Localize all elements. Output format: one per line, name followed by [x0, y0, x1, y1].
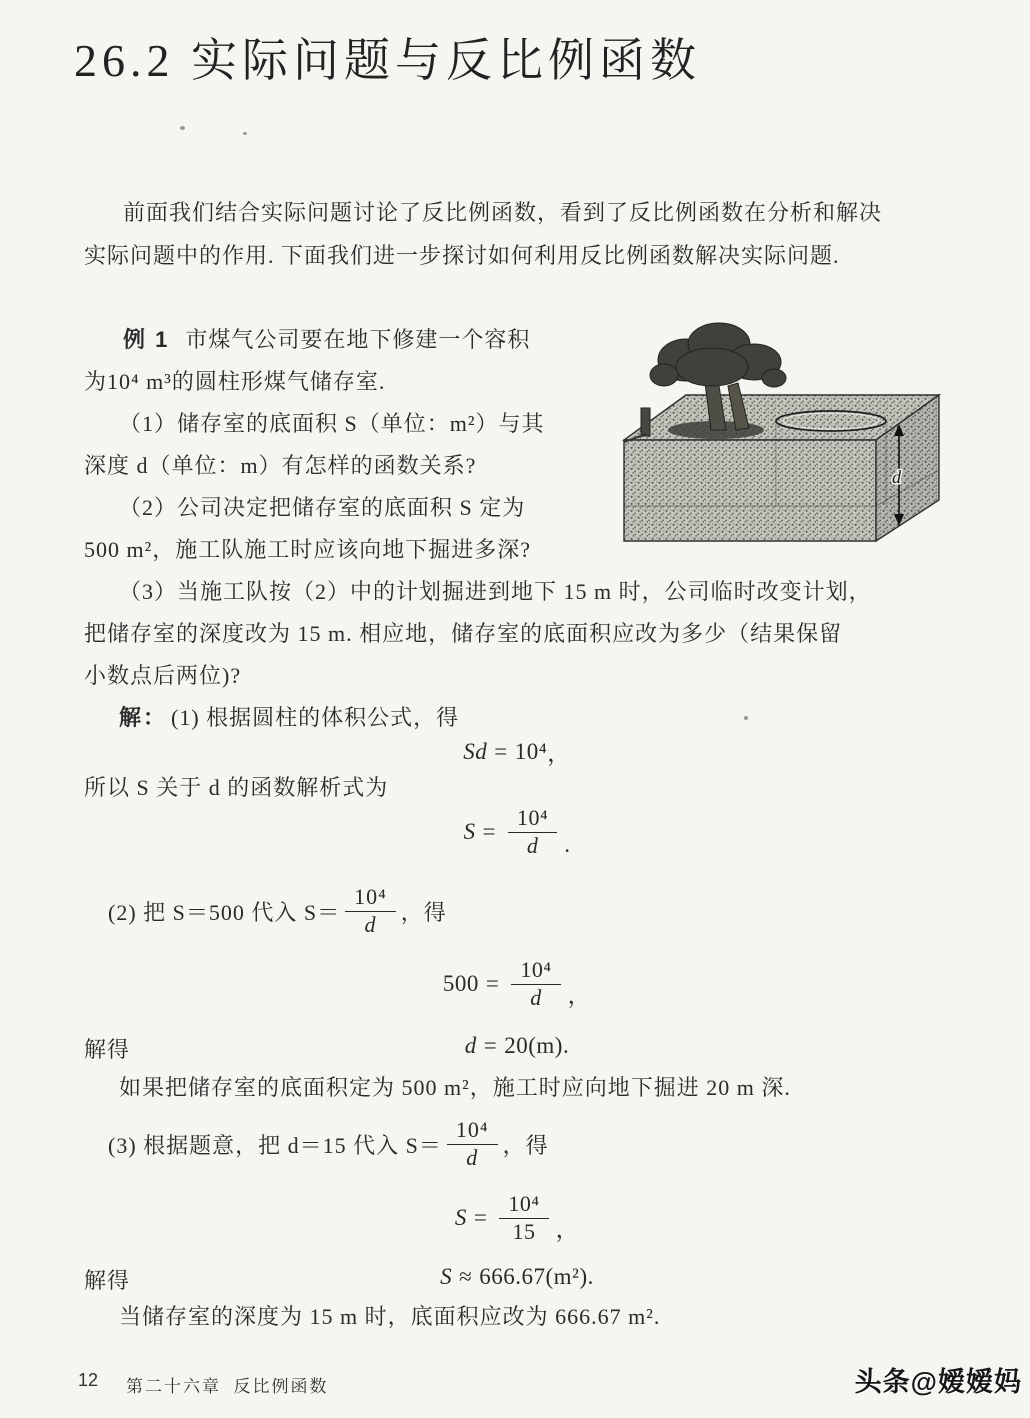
eq4-relation: =: [483, 1033, 498, 1058]
solution-step2: [108, 885, 447, 937]
example-line-7: （3）当施工队按（2）中的计划掘进到地下 15 m 时，公司临时改变计划，: [119, 579, 872, 604]
eq5-fraction: [499, 1192, 548, 1244]
eq5-lhs: S: [454, 1205, 467, 1231]
page-number: 12: [78, 1370, 99, 1390]
scan-speck: [243, 132, 247, 135]
eq3-fraction: [511, 958, 560, 1010]
example-line-8: 把储存室的深度改为 15 m. 相应地，储存室的底面积应改为多少（结果保留: [84, 621, 843, 646]
eq4-tail: .: [562, 1033, 570, 1058]
eq3-relation: =: [485, 971, 500, 997]
step3-fraction: [447, 1118, 498, 1170]
ground-front-face: [624, 440, 876, 541]
example-line-2: 为10⁴ m³的圆柱形煤气储存室.: [84, 369, 386, 394]
step2-suffix: ，得: [400, 899, 447, 925]
step2-denominator: d: [364, 911, 377, 937]
eq3-numerator: 10⁴: [511, 958, 560, 985]
solution-label: 解：: [119, 705, 168, 730]
example-line-6: 500 m²，施工队施工时应该向地下掘进多深?: [84, 537, 531, 562]
eq2-fraction: [508, 806, 557, 858]
gas-storage-illustration: [616, 320, 952, 554]
step2-numerator: 10⁴: [345, 885, 396, 912]
eq4-rhs: 20(m): [504, 1033, 563, 1058]
step3-prefix: (3) 根据题意，把 d＝15 代入 S＝: [108, 1132, 442, 1158]
conclusion-2: 当储存室的深度为 15 m 时，底面积应改为 666.67 m².: [119, 1304, 661, 1329]
example-line-5: （2）公司决定把储存室的底面积 S 定为: [119, 495, 526, 520]
eq1-relation: =: [494, 738, 508, 764]
eq3-lhs: 500: [442, 971, 479, 997]
equation-s-15: [84, 1192, 950, 1244]
eq5-tail: ，: [555, 1217, 580, 1243]
eq6-lhs: S: [440, 1264, 453, 1289]
equation-d20: [84, 1033, 950, 1059]
step3-denominator: d: [466, 1144, 479, 1170]
equation-sd: [84, 735, 950, 768]
eq2-denominator: d: [526, 832, 539, 858]
intro-line-2: 实际问题中的作用. 下面我们进一步探讨如何利用反比例函数解决实际问题.: [84, 243, 840, 268]
eq1-lhs: Sd: [463, 738, 488, 764]
solution-step1-text2: 所以 S 关于 d 的函数解析式为: [84, 775, 389, 800]
eq5-relation: =: [473, 1205, 488, 1231]
eq5-numerator: 10⁴: [499, 1192, 548, 1219]
example-line-9: 小数点后两位)?: [84, 663, 242, 688]
solve-label-1: 解得: [84, 1037, 131, 1062]
solve-label-2: 解得: [84, 1268, 131, 1293]
solution-step3: [108, 1118, 549, 1170]
step2-fraction: [345, 885, 396, 937]
eq6-rhs: 666.67(m²): [479, 1264, 588, 1289]
eq3-tail: ，: [567, 983, 592, 1009]
equation-500: [84, 958, 950, 1010]
gas-storage-figure: [616, 320, 952, 554]
section-title: 26.2 实际问题与反比例函数: [74, 35, 701, 86]
eq2-tail: .: [564, 832, 571, 858]
equation-result: [84, 1264, 950, 1290]
example-label: 例 1: [123, 327, 170, 352]
scan-speck: [744, 716, 748, 720]
depth-label: d: [892, 467, 901, 487]
intro-line-1: 前面我们结合实际问题讨论了反比例函数，看到了反比例函数在分析和解决: [123, 200, 883, 225]
eq4-lhs: d: [464, 1033, 477, 1058]
chapter-footer: [126, 1372, 329, 1397]
equation-s-formula: [84, 806, 950, 858]
eq6-tail: .: [587, 1264, 594, 1289]
step3-suffix: ，得: [502, 1132, 549, 1158]
eq2-lhs: S: [463, 819, 476, 845]
watermark: 头条@嫒嫒妈: [854, 1367, 1022, 1397]
eq2-numerator: 10⁴: [508, 806, 557, 833]
tree-canopy: [650, 323, 786, 387]
scan-speck: [180, 126, 185, 130]
solution-step1-text: (1) 根据圆柱的体积公式，得: [171, 705, 460, 730]
step2-prefix: (2) 把 S＝500 代入 S＝: [108, 899, 341, 925]
example-line-1-text: 市煤气公司要在地下修建一个容积: [185, 327, 531, 352]
example-line-3: （1）储存室的底面积 S（单位：m²）与其: [119, 411, 545, 436]
surface-post: [641, 408, 650, 436]
eq1-rhs: 10⁴: [514, 738, 548, 764]
example-line-4: 深度 d（单位：m）有怎样的函数关系?: [84, 453, 477, 478]
conclusion-1: 如果把储存室的底面积定为 500 m²，施工时应向地下掘进 20 m 深.: [119, 1075, 791, 1100]
eq6-relation: ≈: [459, 1264, 473, 1289]
solution-step1: [119, 703, 459, 733]
eq3-denominator: d: [530, 984, 542, 1010]
eq2-relation: =: [482, 819, 497, 845]
eq5-denominator: 15: [512, 1218, 536, 1244]
chapter-section-name: 反比例函数: [233, 1377, 329, 1396]
eq1-tail: ，: [547, 741, 571, 766]
step3-numerator: 10⁴: [447, 1118, 498, 1145]
chapter-name: 第二十六章: [126, 1377, 221, 1396]
example-line-1: [123, 325, 530, 355]
